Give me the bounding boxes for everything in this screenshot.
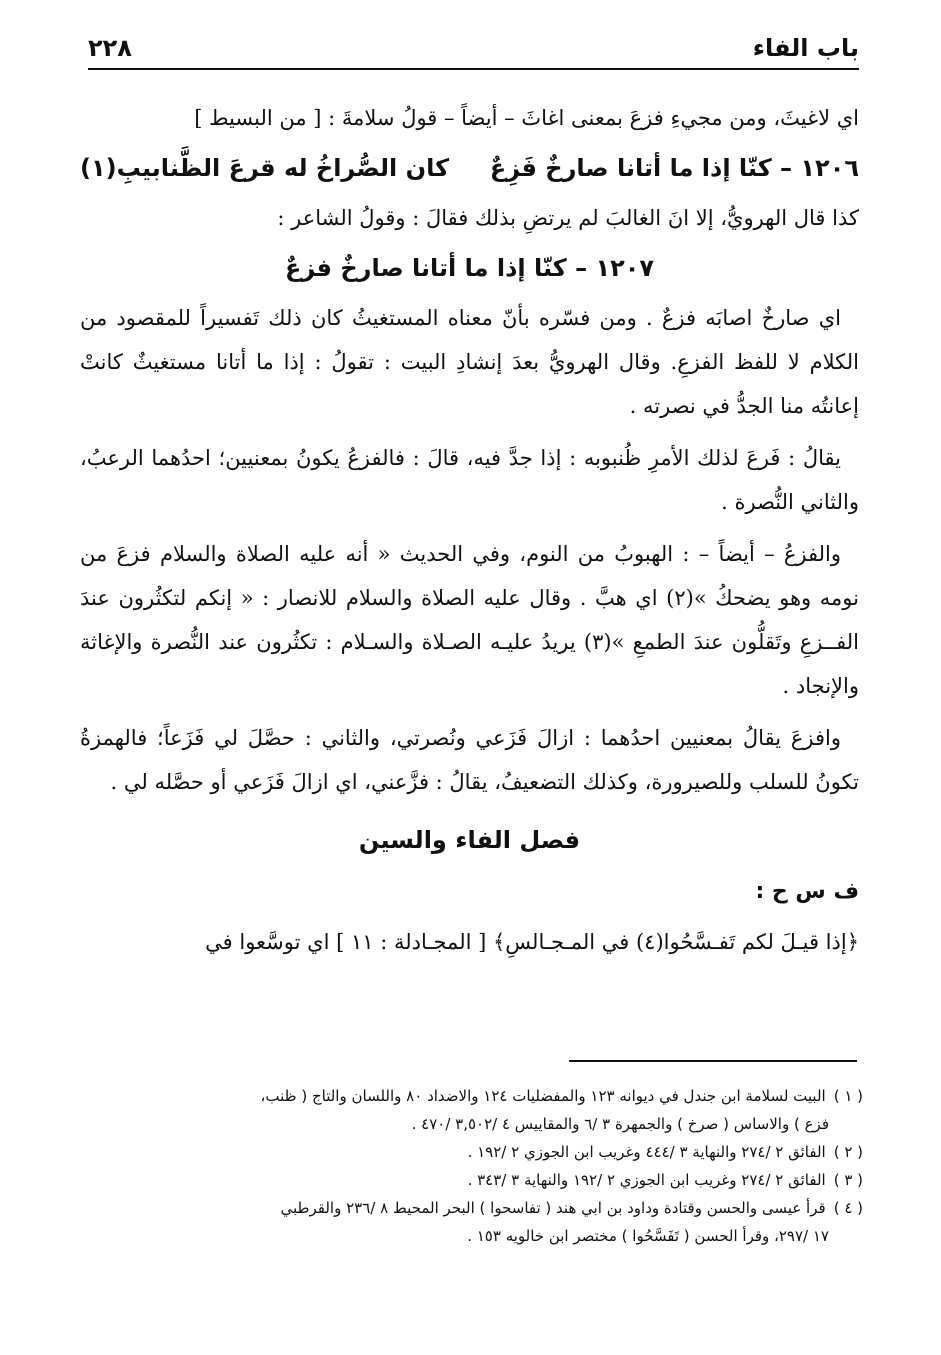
chapter-title: باب الفاء [752,34,859,62]
page-number: ٢٢٨ [88,34,132,62]
footnote-number: ( ٢ ) [833,1143,863,1161]
footnote-text: الفائق ٢ /٢٧٤ وغريب ابن الجوزي ٢ /١٩٢ والنهاية ٣ /٣٤٣ . [467,1171,826,1189]
verse-second-hemistich: كان الصُّراخُ له قرعَ الظَّنابيبِ(١) [80,154,450,182]
footnote-2 [80,1138,863,1166]
paragraph: وافزعَ يقالُ بمعنيين احدُهما : ازالَ فَزَعي ونُصرتي، والثاني : حصَّلَ لي فَزَعاً؛ فالهمزةُ تكونُ للسلب وللصيرورة، وكذلك التضعيفُ، يقالُ : فزَّعني، اي ازالَ فَزَعي أو حصَّله لي . [80,726,859,794]
footnote-3 [80,1166,863,1194]
footnote-continuation: ١٧ /٢٩٧، وقرأ الحسن ( تَفَسَّحُوا ) مختصر ابن خالويه ١٥٣ . [467,1227,829,1245]
paragraph: ﴿إذا قيـلَ لكم تَفـسَّحُوا(٤) في المـجـالسِ﴾ [ المجـادلة : ١١ ] اي توسَّعوا في [205,930,859,954]
footnote-number: ( ٣ ) [833,1171,863,1189]
verse-1207: ١٢٠٧ – كنّا إذا ما أتانا صارخٌ فزعٌ [284,254,655,282]
text-line: كذا قال الهرويُّ، إلا انَ الغالبَ لم يرتضِ بذلك فقالَ : وقولُ الشاعر : [277,206,859,230]
root-letters: ف س ح : [755,879,859,904]
verse-first-hemistich: ١٢٠٦ – كنّا إذا ما أتانا صارخٌ فَزِعٌ [489,154,859,182]
paragraph: والفزعُ – أيضاً – : الهبوبُ من النوم، وفي الحديث « أنه عليه الصلاة والسلام فزعَ من نومه وهو يضحكُ »(٢) اي هبَّ . وقال عليه الصلاة والسلام للانصار : « إنكم لتكثُرون عندَ الفــزعِ وتَقلُّون عندَ الطمعِ »(٣) يريدُ عليـه الصـلاة والسـلام : تكثُرون عند النُّصرة والإغاثة والإنجاد . [80,542,859,698]
paragraph: اي صارخٌ اصابَه فزعٌ . ومن فسّره بأنّ معناه المستغيثُ كان ذلك تَفسيراً للمقصود من الكلام لا للفظ الفزعِ. وقال الهرويُّ بعدَ إنشادِ البيت : تقولُ : إذا ما أتانا مستغيثٌ كانتْ إعانتُه منا الجدُّ في نصرته . [80,306,859,418]
footnote-continuation: فزع ) والاساس ( صرخ ) والجمهرة ٣ /٦ والمقاييس ٤ /٣,٥٠٢ /٤٧٠ . [411,1115,829,1133]
footnotes [80,1082,863,1250]
footnote-divider [569,1060,857,1062]
footnote-1 [80,1082,863,1110]
footnote-number: ( ١ ) [833,1087,863,1105]
text-line: اي لاغيثَ، ومن مجيءِ فزعَ بمعنى اغاثَ – أيضاً – قولُ سلامةَ : [ من البسيط ] [194,106,859,130]
footnote-number: ( ٤ ) [833,1199,863,1217]
verse-1206 [80,146,859,190]
section-heading: فصل الفاء والسين [358,826,581,854]
page-header [88,28,859,70]
main-text [80,96,859,964]
paragraph: يقالُ : فَرعَ لذلك الأمرِ ظُنبوبه : إذا جدَّ فيه، قالَ : فالفزعُ يكونُ بمعنيين؛ احدُهما الرعبُ، والثاني النُّصرة . [80,446,859,514]
footnote-text: الفائق ٢ /٢٧٤ والنهاية ٣ /٤٤٤ وغريب ابن الجوزي ٢ /١٩٢ . [467,1143,826,1161]
footnote-4 [80,1194,863,1222]
footnote-text: البيت لسلامة ابن جندل في ديوانه ١٢٣ والمفضليات ١٢٤ والاضداد ٨٠ واللسان والتاج ( ظنب، [260,1087,826,1105]
footnote-text: قرأ عيسى والحسن وقتادة وداود بن ابي هند ( تفاسحوا ) البحر المحيط ٨ /٢٣٦ والقرطبي [280,1199,826,1217]
